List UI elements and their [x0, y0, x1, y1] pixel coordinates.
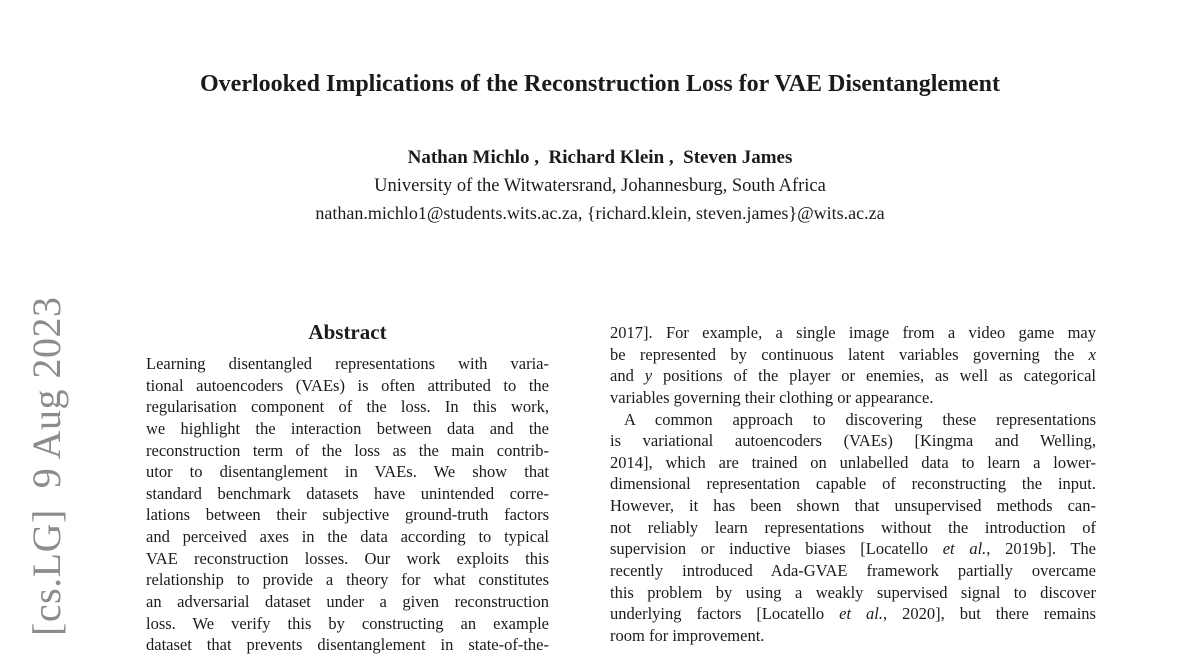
- abstract-heading: Abstract: [308, 320, 387, 344]
- intro-line: underlying factors [Locatello et al., 2020], but there remains: [610, 604, 1096, 624]
- intro-line: not reliably learn representations without the introduction of: [610, 517, 1096, 537]
- intro-line: variables governing their clothing or appearance.: [610, 387, 934, 407]
- abstract-line: tional autoencoders (VAEs) is often attributed to the: [146, 375, 549, 395]
- abstract-paragraph: [146, 353, 549, 656]
- intro-line: 2017]. For example, a single image from a video game may: [610, 323, 1096, 342]
- abstract-line: and perceived axes in the data according to typical: [146, 527, 549, 546]
- abstract-line: regularisation component of the loss. In this work,: [146, 397, 549, 417]
- abstract-line: VAE reconstruction losses. Our work exploits this: [146, 548, 549, 568]
- introduction-column: [610, 322, 1096, 646]
- affiliation-line: University of the Witwatersrand, Johannesburg, South Africa: [374, 176, 826, 196]
- intro-line: be represented by continuous latent variables governing the x: [610, 344, 1096, 364]
- paper-title: Overlooked Implications of the Reconstruction Loss for VAE Disentanglement: [200, 71, 1000, 97]
- intro-line: recently introduced Ada-GVAE framework partially overcame: [610, 560, 1096, 580]
- abstract-line: relationship to provide a theory for what constitutes: [146, 570, 549, 590]
- abstract-line: Learning disentangled representations with varia-: [146, 354, 549, 373]
- intro-line: However, it has been shown that unsupervised methods can-: [610, 496, 1096, 515]
- abstract-line: utor to disentanglement in VAEs. We show that: [146, 462, 549, 482]
- emails-line: nathan.michlo1@students.wits.ac.za, {richard.klein, steven.james}@wits.ac.za: [315, 203, 885, 223]
- intro-line: is variational autoencoders (VAEs) [Kingma and Welling,: [610, 431, 1096, 451]
- abstract-line: loss. We verify this by constructing an example: [146, 613, 549, 633]
- abstract-line: dataset that prevents disentanglement in state-of-the-: [146, 635, 549, 655]
- arxiv-watermark: [cs.LG] 9 Aug 2023: [24, 296, 69, 636]
- intro-line: dimensional representation capable of reconstructing the input.: [610, 474, 1096, 494]
- intro-line: and y positions of the player or enemies, as well as categorical: [610, 366, 1096, 386]
- abstract-line: reconstruction term of the loss as the main contrib-: [146, 440, 549, 460]
- intro-line: A common approach to discovering these representations: [624, 409, 1096, 429]
- intro-line: supervision or inductive biases [Locatello et al., 2019b]. The: [610, 539, 1096, 559]
- abstract-line: standard benchmark datasets have unintended corre-: [146, 483, 549, 503]
- intro-line: this problem by using a weakly supervised signal to discover: [610, 582, 1096, 602]
- abstract-line: lations between their subjective ground-truth factors: [146, 505, 549, 525]
- authors-line: Nathan Michlo , Richard Klein , Steven James: [407, 147, 793, 168]
- intro-line: room for improvement.: [610, 625, 765, 645]
- abstract-line: an adversarial dataset under a given reconstruction: [146, 591, 549, 611]
- abstract-line: we highlight the interaction between data and the: [146, 418, 549, 438]
- intro-line: 2014], which are trained on unlabelled data to learn a lower-: [610, 452, 1096, 472]
